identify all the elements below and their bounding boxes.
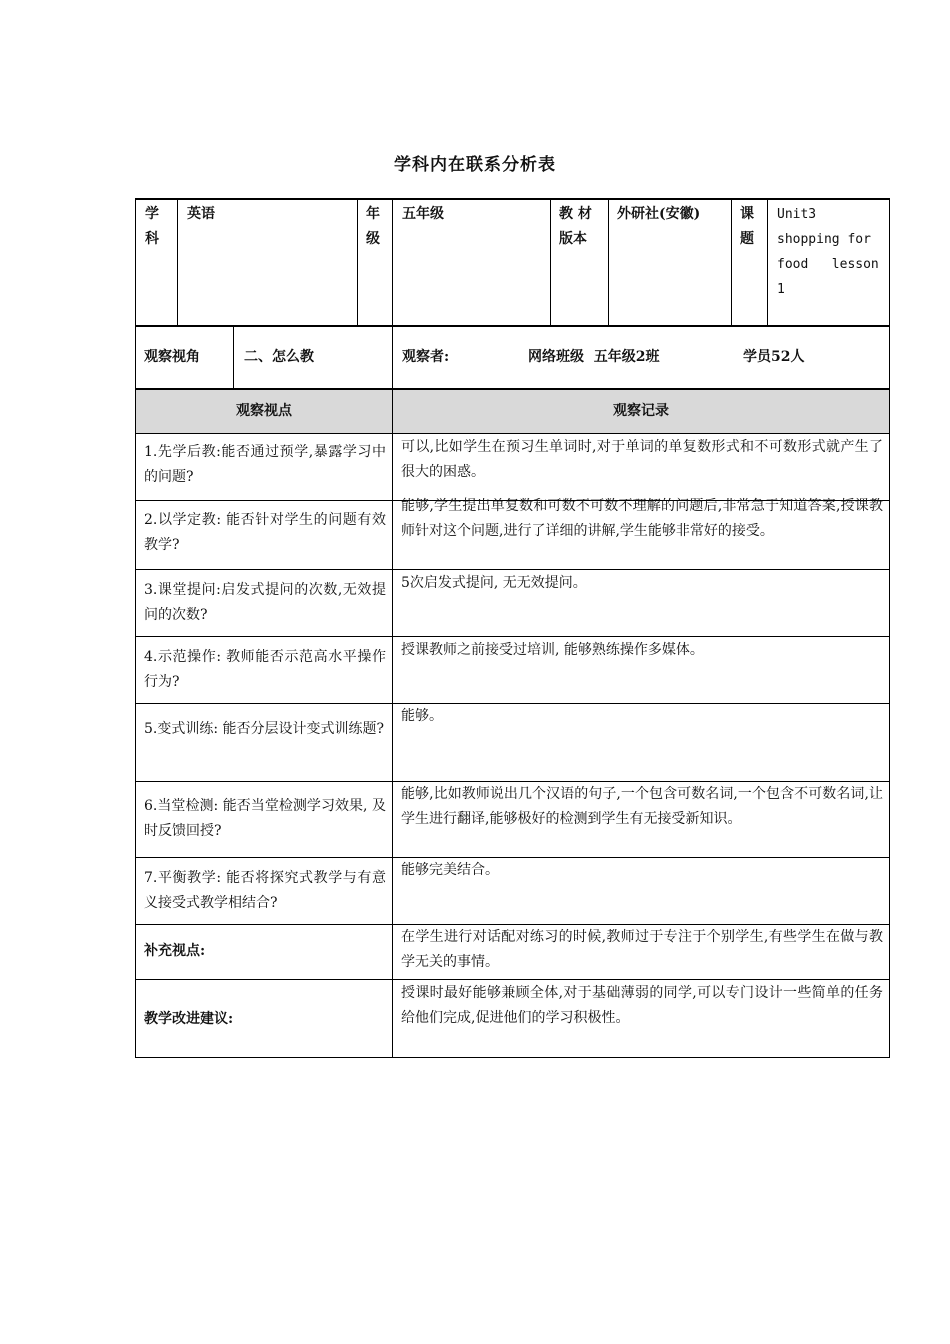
record-4: 授课教师之前接受过培训, 能够熟练操作多媒体。 [401, 642, 704, 658]
points-header: 观察视点 [236, 403, 292, 419]
grade-value: 五年级 [402, 206, 444, 222]
record-6: 能够,比如教师说出几个汉语的句子,一个包含可数名词,一个包含不可数名词,让学生进行翻译,能够极好的检测到学生有无接受新知识。 [401, 786, 883, 827]
topic-label: 课 题 [740, 206, 754, 247]
suggestion-label: 教学改进建议: [144, 1011, 234, 1027]
record-2: 能够,学生提出单复数和可数不可数不理解的问题后,非常急于知道答案,授课教师针对这个问题,进行了详细的讲解,学生能够非常好的接受。 [401, 498, 883, 539]
point-5: 5.变式训练: 能否分层设计变式训练题? [144, 721, 385, 737]
angle-value: 二、怎么教 [244, 349, 314, 365]
point-3: 3.课堂提问:启发式提问的次数,无效提问的次数? [144, 582, 386, 623]
supplement-label: 补充视点: [144, 943, 206, 959]
students-value: 学员52人 [743, 349, 805, 365]
grade-label: 年 级 [366, 206, 380, 247]
records-header: 观察记录 [613, 403, 669, 419]
textbook-label: 教 材 版本 [559, 206, 592, 247]
document-title: 学科内在联系分析表 [394, 155, 556, 175]
point-6: 6.当堂检测: 能否当堂检测学习效果, 及时反馈回授? [144, 798, 386, 839]
subject-label: 学 科 [145, 206, 159, 247]
record-5: 能够。 [401, 708, 443, 724]
angle-label: 观察视角 [144, 349, 200, 365]
textbook-value: 外研社(安徽) [617, 206, 701, 222]
observer-label: 观察者: [402, 349, 450, 365]
point-4: 4.示范操作: 教师能否示范高水平操作行为? [144, 649, 386, 690]
record-7: 能够完美结合。 [401, 862, 499, 878]
suggestion-text: 授课时最好能够兼顾全体,对于基础薄弱的同学,可以专门设计一些简单的任务给他们完成,促进他们的学习积极性。 [401, 985, 883, 1026]
point-2: 2.以学定教: 能否针对学生的问题有效教学? [144, 512, 386, 553]
subject-value: 英语 [187, 206, 215, 222]
topic-value: Unit3 shopping for food lesson 1 [777, 207, 879, 297]
record-1: 可以,比如学生在预习生单词时,对于单词的单复数形式和不可数形式就产生了很大的困惑。 [401, 439, 883, 480]
supplement-text: 在学生进行对话配对练习的时候,教师过于专注于个别学生,有些学生在做与教学无关的事情。 [401, 929, 883, 970]
analysis-table [135, 198, 890, 1058]
point-1: 1.先学后教:能否通过预学,暴露学习中的问题? [144, 444, 386, 485]
point-7: 7.平衡教学: 能否将探究式教学与有意义接受式教学相结合? [144, 870, 386, 911]
class-value: 网络班级 五年级2班 [528, 349, 660, 365]
record-3: 5次启发式提问, 无无效提问。 [401, 575, 587, 591]
